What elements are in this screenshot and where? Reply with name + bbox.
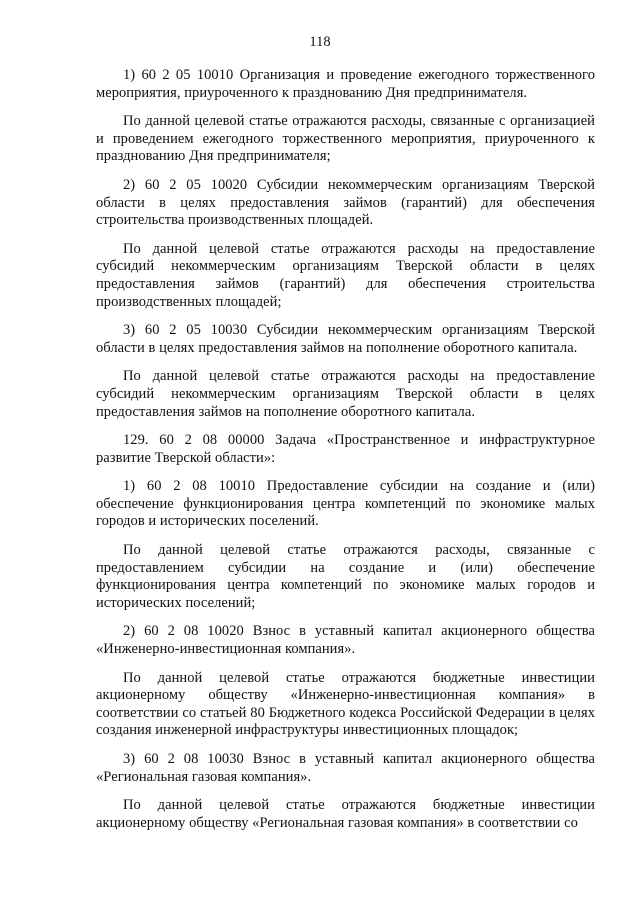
paragraph-description-1: По данной целевой статье отражаются расходы, связанные с организацией и проведением ежегодного торжественного мероприятия, приуроченного к празднованию Дня предпринимателя; bbox=[96, 113, 595, 165]
paragraph-item-3: 3) 60 2 05 10030 Субсидии некоммерческим организациям Тверской области в целях предоставления займов на пополнение оборотного капитала. bbox=[96, 322, 595, 356]
paragraph-item-4: 1) 60 2 08 10010 Предоставление субсидии на создание и (или) обеспечение функционирования центра компетенций по экономике малых городов и исторических поселений. bbox=[96, 478, 595, 530]
page-number: 118 bbox=[309, 34, 331, 50]
paragraph-description-5: По данной целевой статье отражаются бюджетные инвестиции акционерному обществу «Инженерно-инвестиционная компания» в соответствии со статьей 80 Бюджетного кодекса Российской Федерации в целях создания инженерной инфраструктуры инвестиционных площадок; bbox=[96, 669, 595, 739]
paragraph-item-1: 1) 60 2 05 10010 Организация и проведение ежегодного торжественного мероприятия, приуроченного к празднованию Дня предпринимателя. bbox=[96, 67, 595, 101]
paragraph-description-4: По данной целевой статье отражаются расходы, связанные с предоставлением субсидии на создание и (или) обеспечение функционирования центра компетенций по экономике малых городов и исторических поселений; bbox=[96, 542, 595, 611]
paragraph-description-3: По данной целевой статье отражаются расходы на предоставление субсидий некоммерческим организациям Тверской области в целях предоставления займов на пополнение оборотного капитала. bbox=[96, 368, 595, 420]
paragraph-description-6: По данной целевой статье отражаются бюджетные инвестиции акционерному обществу «Региональная газовая компания» в соответствии со bbox=[96, 797, 595, 831]
paragraph-item-6: 3) 60 2 08 10030 Взнос в уставный капитал акционерного общества «Региональная газовая компания». bbox=[96, 751, 595, 785]
paragraph-description-2: По данной целевой статье отражаются расходы на предоставление субсидий некоммерческим организациям Тверской области в целях предоставления займов (гарантий) для обеспечения строительства производственных площадей; bbox=[96, 240, 595, 310]
document-body bbox=[96, 67, 595, 843]
paragraph-item-5: 2) 60 2 08 10020 Взнос в уставный капитал акционерного общества «Инженерно-инвестиционная компания». bbox=[96, 623, 595, 658]
paragraph-section-129: 129. 60 2 08 00000 Задача «Пространственное и инфраструктурное развитие Тверской области»: bbox=[96, 432, 595, 466]
paragraph-item-2: 2) 60 2 05 10020 Субсидии некоммерческим организациям Тверской области в целях предоставления займов (гарантий) для обеспечения строительства производственных площадей. bbox=[96, 176, 595, 229]
